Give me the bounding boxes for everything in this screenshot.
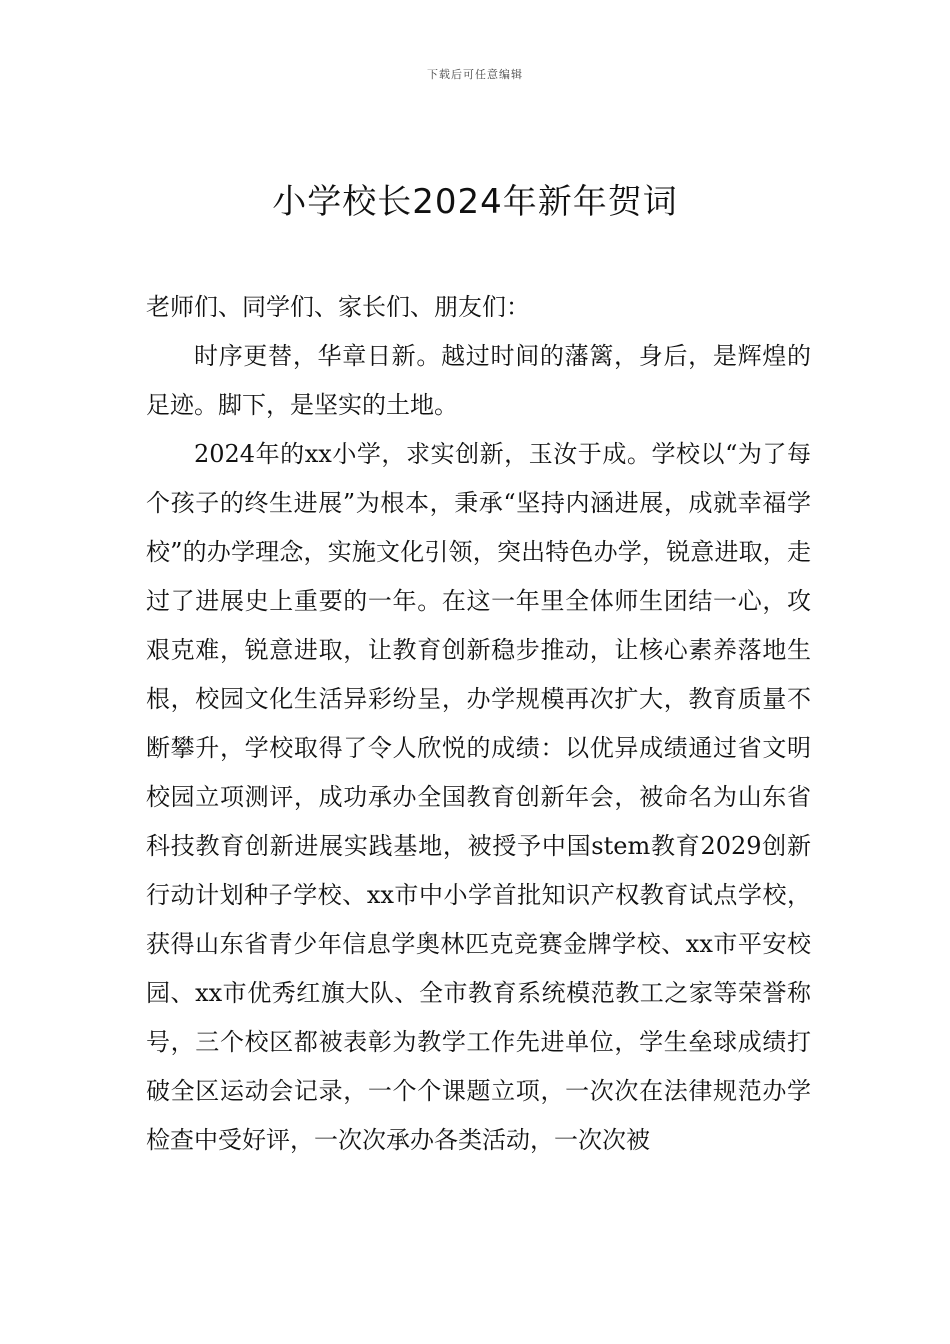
document-body [146, 283, 811, 1165]
paragraph-1: 时序更替，华章日新。越过时间的藩篱，身后，是辉煌的足迹。脚下，是坚实的土地。 [146, 342, 811, 419]
paragraph-2: 2024年的xx小学，求实创新，玉汝于成。学校以“为了每个孩子的终生进展”为根本，秉承“坚持内涵进展，成就幸福学校”的办学理念，实施文化引领，突出特色办学，锐意进取，走过了进展史上重要的一年。在这一年里全体师生团结一心，攻艰克难，锐意进取，让教育创新稳步推动，让核心素养落地生根，校园文化生活异彩纷呈，办学规模再次扩大，教育质量不断攀升，学校取得了令人欣悦的成绩：以优异成绩通过省文明校园立项测评，成功承办全国教育创新年会，被命名为山东省科技教育创新进展实践基地，被授予中国stem教育2029创新行动计划种子学校、xx市中小学首批知识产权教育试点学校，获得山东省青少年信息学奥林匹克竞赛金牌学校、xx市平安校园、xx市优秀红旗大队、全市教育系统模范教工之家等荣誉称号，三个校区都被表彰为教学工作先进单位，学生垒球成绩打破全区运动会记录，一个个课题立项，一次次在法律规范办学检查中受好评，一次次承办各类活动，一次次被 [146, 440, 811, 1154]
salutation: 老师们、同学们、家长们、朋友们： [146, 293, 530, 321]
header-note: 下载后可任意编辑 [427, 68, 523, 81]
document-title: 小学校长2024年新年贺词 [272, 182, 678, 222]
